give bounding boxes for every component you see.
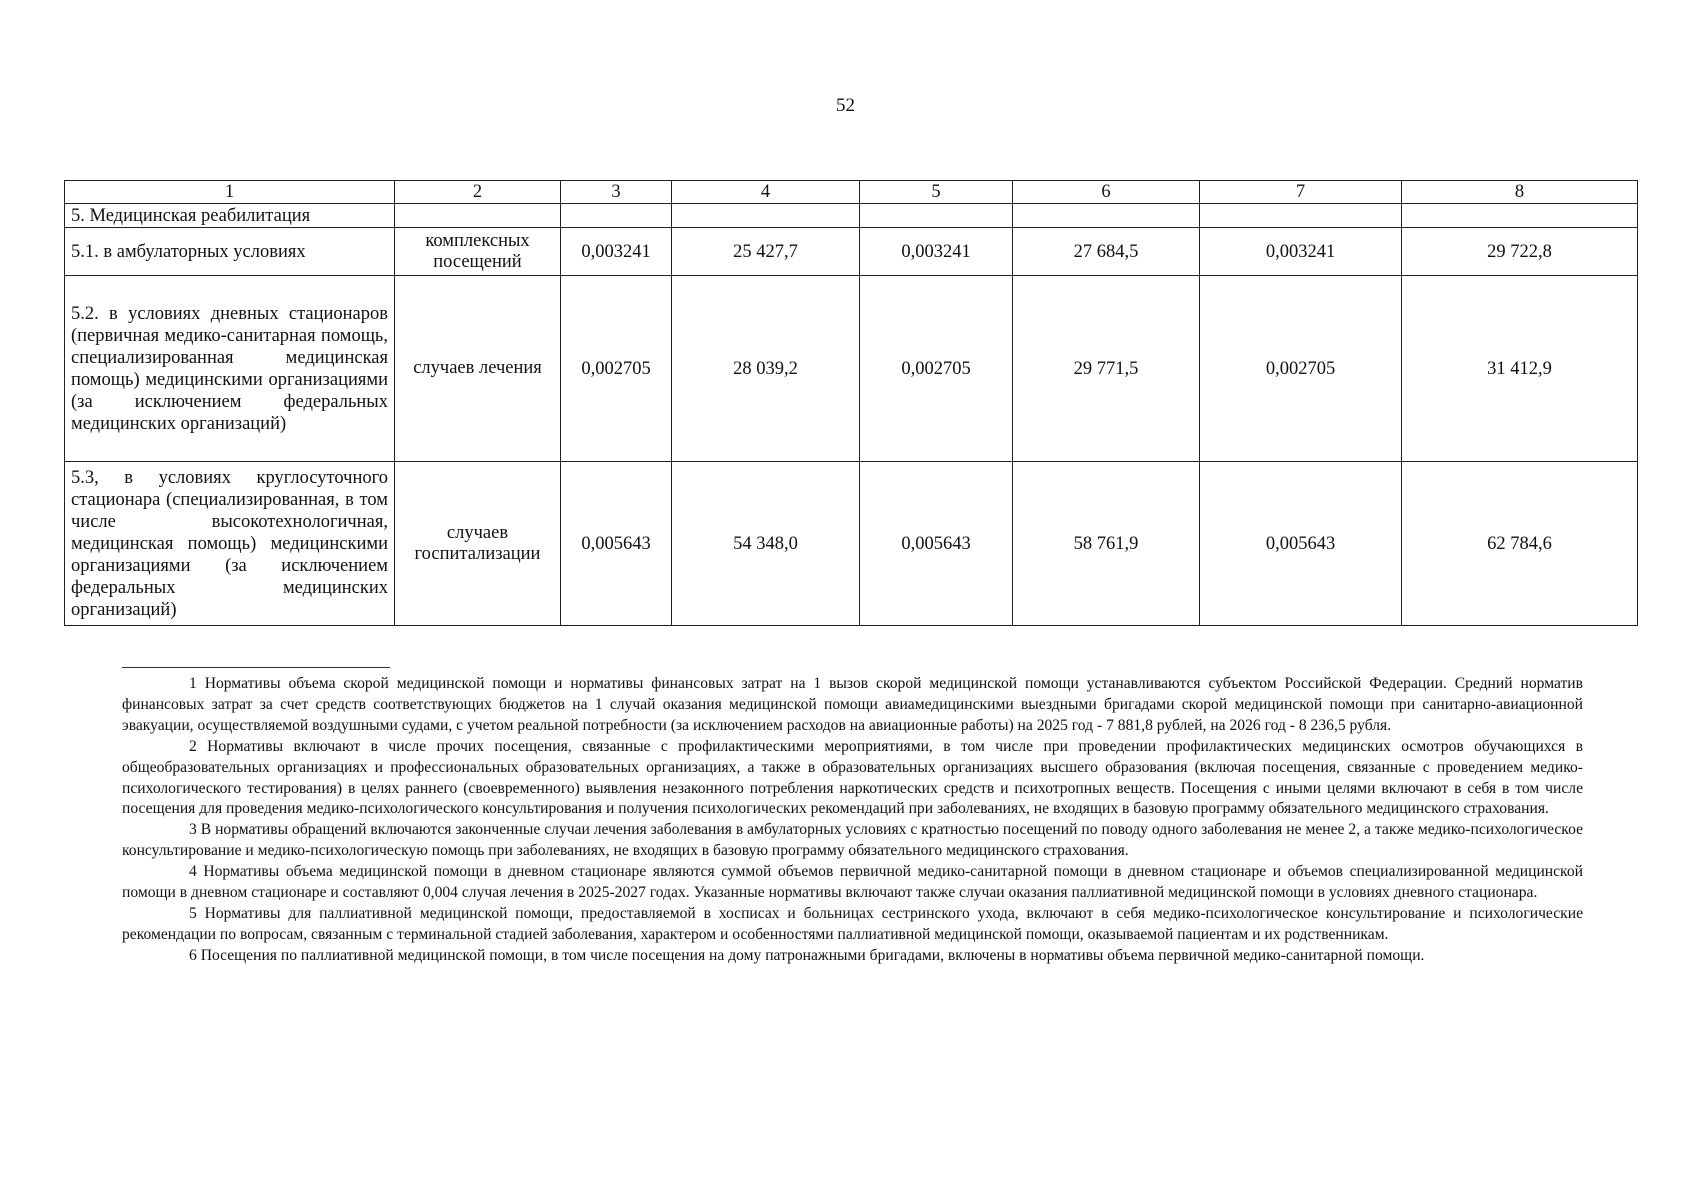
- value-cell: 58 761,9: [1013, 462, 1200, 626]
- row-unit: случаев лечения: [395, 276, 561, 462]
- value-cell: 0,005643: [860, 462, 1013, 626]
- column-number-row: [65, 181, 1638, 204]
- column-number: 1: [65, 181, 395, 204]
- row-label: 5.3, в условиях круглосуточного стационара (специализированная, в том числе высокотехнологичная, медицинская помощь) медицинскими организациями (за исключением федеральных медицинских организаций): [65, 462, 395, 626]
- footnote-separator: [122, 667, 390, 668]
- value-cell: 0,005643: [1200, 462, 1402, 626]
- footnote: 5 Нормативы для паллиативной медицинской помощи, предоставляемой в хосписах и больницах сестринского ухода, включают в себя медико-психологическое консультирование и психологические рекомендации по вопросам, связанным с терминальной стадией заболевания, характером и особенностями паллиативной медицинской помощи, оказываемой пациентам и их родственникам.: [122, 904, 1583, 943]
- row-unit: случаев госпитализации: [395, 462, 561, 626]
- value-cell: 0,003241: [860, 228, 1013, 276]
- row-label: 5.1. в амбулаторных условиях: [65, 228, 395, 276]
- value-cell: 27 684,5: [1013, 228, 1200, 276]
- table-row: [65, 462, 1638, 626]
- column-number: 2: [395, 181, 561, 204]
- footnote: 4 Нормативы объема медицинской помощи в дневном стационаре являются суммой объемов первичной медико-санитарной помощи в дневном стационаре и объемов специализированной медицинской помощи в дневном стационаре и составляют 0,004 случая лечения в 2025-2027 годах. Указанные нормативы включают также случаи оказания паллиативной медицинской помощи в условиях дневного стационара.: [122, 863, 1583, 902]
- table-row: [65, 228, 1638, 276]
- footnote: 2 Нормативы включают в числе прочих посещения, связанные с профилактическими мероприятиями, в том числе при проведении профилактических медицинских осмотров обучающихся в общеобразовательных организациях и профессиональных образовательных организациях, а также в образовательных организациях высшего образования (включая посещения, связанные с проведением медико-психологического тестирования) в целях раннего (своевременного) выявления незаконного потребления наркотических средств и психотропных веществ. Посещения с иными целями включают в себя в том числе посещения для проведения медико-психологического консультирования и получения психологических рекомендаций при заболеваниях, не входящих в базовую программу обязательного медицинского страхования.: [122, 737, 1583, 818]
- footnote: 1 Нормативы объема скорой медицинской помощи и нормативы финансовых затрат на 1 вызов скорой медицинской помощи устанавливаются субъектом Российской Федерации. Средний норматив финансовых затрат за счет средств соответствующих бюджетов на 1 случай оказания медицинской помощи авиамедицинскими выездными бригадами скорой медицинской помощи при санитарно-авиационной эвакуации, осуществляемой воздушными судами, с учетом реальной потребности (за исключением расходов на авиационные работы) на 2025 год - 7 881,8 рублей, на 2026 год - 8 236,5 рубля.: [122, 675, 1583, 734]
- column-number: 4: [672, 181, 860, 204]
- table-row: [65, 276, 1638, 462]
- value-cell: 0,005643: [561, 462, 672, 626]
- value-cell: 31 412,9: [1402, 276, 1638, 462]
- column-number: 7: [1200, 181, 1402, 204]
- page-number: 52: [836, 95, 855, 116]
- row-label: 5.2. в условиях дневных стационаров (первичная медико-санитарная помощь, специализированная медицинская помощь) медицинскими организациями (за исключением федеральных медицинских организаций): [65, 276, 395, 462]
- value-cell: 62 784,6: [1402, 462, 1638, 626]
- value-cell: 29 771,5: [1013, 276, 1200, 462]
- section-row: [65, 204, 1638, 228]
- footnote: 3 В нормативы обращений включаются законченные случаи лечения заболевания в амбулаторных условиях с кратностью посещений по поводу одного заболевания не менее 2, а также медико-психологическое консультирование и медико-психологическую помощь при заболеваниях, не входящих в базовую программу обязательного медицинского страхования.: [122, 821, 1583, 860]
- value-cell: 0,003241: [561, 228, 672, 276]
- value-cell: 0,003241: [1200, 228, 1402, 276]
- row-unit: комплексных посещений: [395, 228, 561, 276]
- value-cell: 0,002705: [1200, 276, 1402, 462]
- value-cell: 25 427,7: [672, 228, 860, 276]
- value-cell: 28 039,2: [672, 276, 860, 462]
- section-title: 5. Медицинская реабилитация: [65, 204, 395, 228]
- value-cell: 29 722,8: [1402, 228, 1638, 276]
- column-number: 3: [561, 181, 672, 204]
- value-cell: 54 348,0: [672, 462, 860, 626]
- column-number: 5: [860, 181, 1013, 204]
- footnote: 6 Посещения по паллиативной медицинской помощи, в том числе посещения на дому патронажными бригадами, включены в нормативы объема первичной медико-санитарной помощи.: [189, 946, 1425, 964]
- value-cell: 0,002705: [561, 276, 672, 462]
- norms-table: [64, 180, 1638, 626]
- column-number: 8: [1402, 181, 1638, 204]
- footnotes: [122, 674, 1583, 967]
- column-number: 6: [1013, 181, 1200, 204]
- value-cell: 0,002705: [860, 276, 1013, 462]
